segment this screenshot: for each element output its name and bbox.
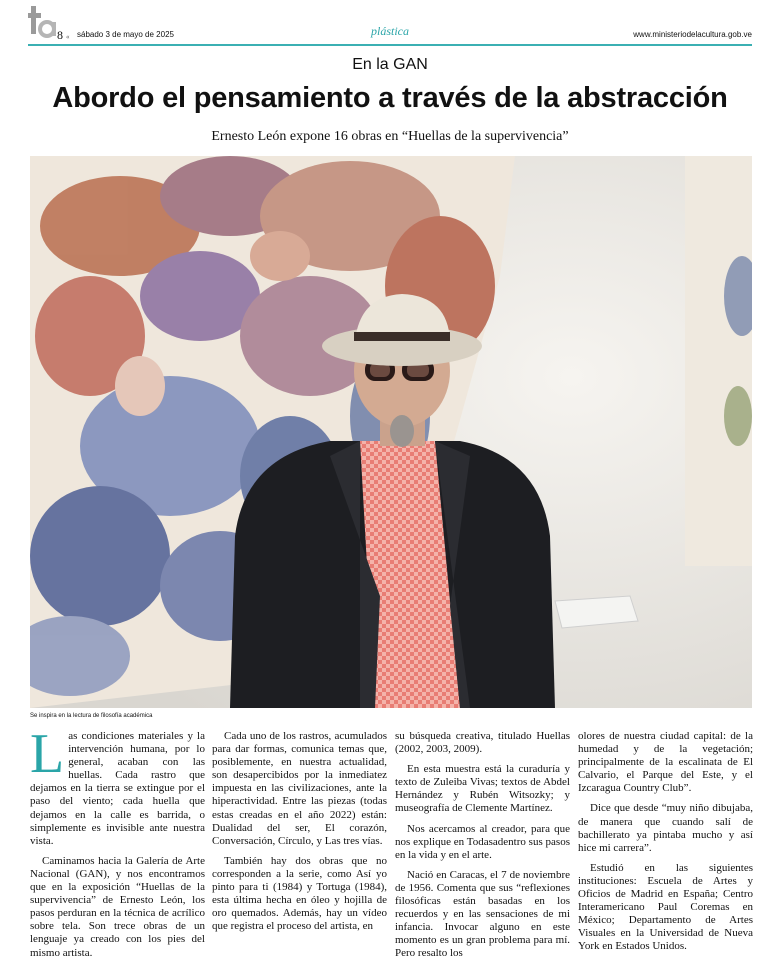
paragraph: Nació en Caracas, el 7 de noviembre de 1956. Comenta que sus “reflexiones filosóficas están basadas en los recuerdos y en las sensaciones de mi infancia. Invocar alguno en este momento es un gran problema para mí. Pero resalto los [395, 868, 570, 960]
article-photo [30, 156, 752, 708]
section-label: plástica [371, 24, 409, 38]
issue-date: sábado 3 de mayo de 2025 [77, 30, 174, 39]
website-url[interactable]: www.ministeriodelacultura.gob.ve [633, 30, 752, 39]
paragraph: Nos acercamos al creador, para que nos explique en Todasadentro sus pasos en la vida y en el arte. [395, 822, 570, 861]
article-column-2 [212, 730, 387, 940]
page-header [28, 4, 752, 44]
header-rule [28, 44, 752, 46]
paragraph: Caminamos hacia la Galería de Arte Nacional (GAN), y nos encontramos que en la exposición “Huellas de la supervivencia” de Ernesto León, los pasos perduran en la técnica de acrílico sobre tela. Son trece obras de un lenguaje ya creado con los pies del mismo artista. [30, 854, 205, 959]
paragraph: su búsqueda creativa, titulado Huellas (2002, 2003, 2009). [395, 730, 570, 756]
paragraph: Dice que desde “muy niño dibujaba, de manera que cuando salí de bachillerato ya pintaba mucho y así hice mi carrera”. [578, 802, 753, 854]
photo-caption: Se inspira en la lectura de filosofía académica [30, 713, 153, 719]
article-subhead: Ernesto León expone 16 obras en “Huellas de la supervivencia” [211, 129, 569, 144]
article-kicker: En la GAN [352, 56, 428, 73]
paragraph: Las condiciones materiales y la intervención humana, por lo general, acaban con las huellas. Cada rastro que dejamos en la tierra se extingue por el paso del viento; cada huella que dejamos en la calle es barrida, o simplemente es invisible ante nuestra vista. [30, 723, 205, 847]
paragraph: Estudió en las siguientes instituciones: Escuela de Artes y Oficios de Madrid en España; Centro Interamericano Paul Coremas en México; Departamento de Artes Visuales en la Universidad de Nueva York en Estados Unidos. [578, 861, 753, 953]
article-column-3 [395, 730, 570, 968]
dropcap: L [30, 723, 65, 785]
article-column-1 [30, 723, 205, 967]
paragraph: Cada uno de los rastros, acumulados para dar formas, comunica temas que, posiblemente, en nuestra actualidad, son desapercibidos por la inmediatez impuesta en las civilizaciones, ante la hiperactividad. Entre las piezas (todas estas creadas en el año 2022) están: Dualidad del ser, El corazón, Conversación, Círculo, y Las tres vías. [212, 730, 387, 847]
page-number: 8 « [57, 28, 70, 42]
paragraph: olores de nuestra ciudad capital: de la humedad y de la vegetación; principalmente de la escalinata de El Calvario, el Parque del Este, y el Izcaragua Country Club”. [578, 730, 753, 795]
article-headline: Abordo el pensamiento a través de la abstracción [52, 82, 728, 114]
paragraph: En esta muestra está la curaduría y texto de Zuleiba Vivas; textos de Abdel Hernández y Rubén Witsozky; y museografía de Clemente Martínez. [395, 763, 570, 815]
article-column-4 [578, 730, 753, 961]
artist-portrait-illustration [30, 156, 752, 708]
paragraph: También hay dos obras que no corresponden a la serie, como Así yo pinto para ti (1984) y Tortuga (1984), esta última hecha en óleo y hojilla de oro quemados. Además, hay un vídeo que registra el proceso del artista, en [212, 854, 387, 933]
